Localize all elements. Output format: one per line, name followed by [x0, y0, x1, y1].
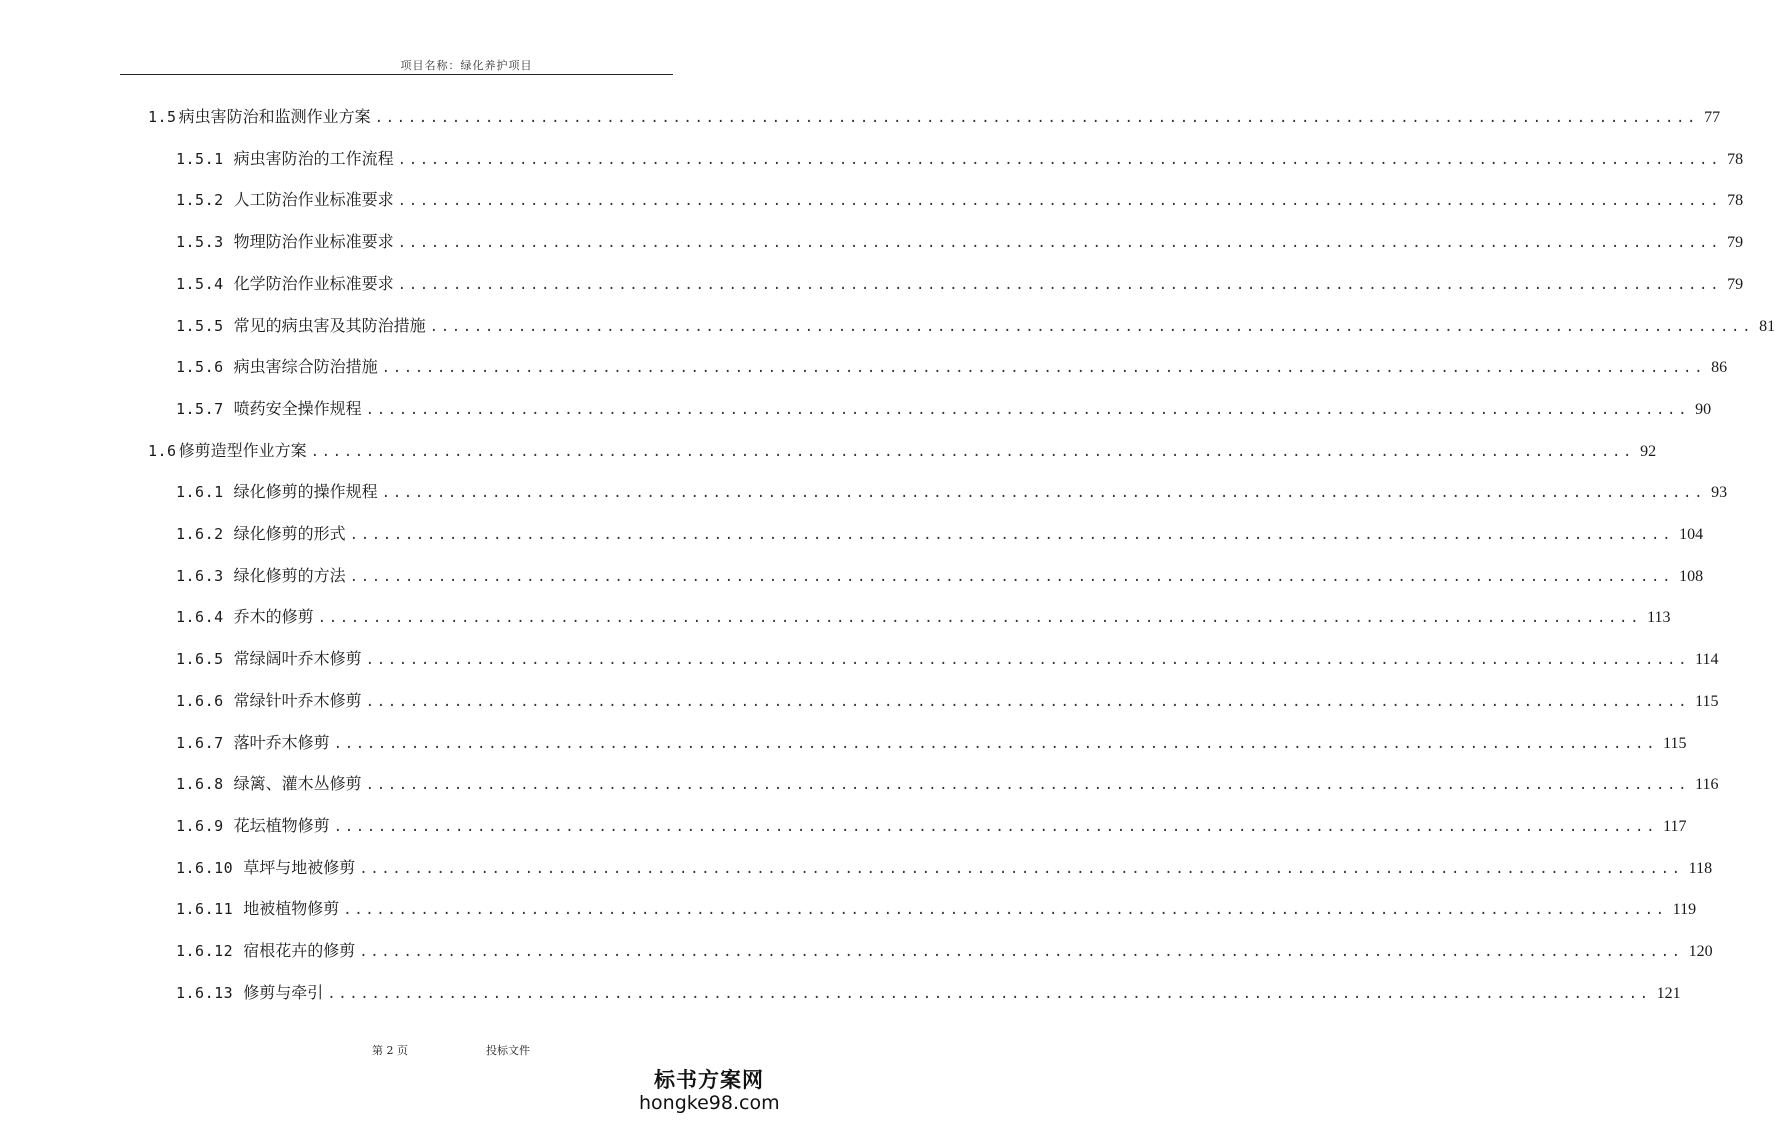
toc-entry[interactable]: [176, 898, 1697, 920]
toc-entry-title: 绿化修剪的操作规程: [233, 482, 378, 501]
toc-entry-number: 1.5.6: [176, 358, 224, 376]
toc-dot-leader: ........................................................................................................................: [359, 944, 1683, 960]
toc-dot-leader: ........................................................................................................................: [374, 110, 1699, 126]
toc-dot-leader: ........................................................................................................................: [317, 610, 1642, 626]
toc-entry[interactable]: [176, 315, 1775, 337]
toc-entry-page: 119: [1672, 901, 1697, 918]
page-header-title: 项目名称：绿化养护项目: [400, 59, 533, 72]
toc-entry-page: 118: [1688, 860, 1713, 877]
toc-entry-title: 修剪造型作业方案: [178, 441, 307, 460]
toc-dot-leader: ........................................................................................................................: [381, 485, 1706, 501]
toc-entry-title: 人工防治作业标准要求: [233, 190, 394, 209]
toc-entry[interactable]: [176, 565, 1704, 587]
toc-entry-number: 1.6.10: [176, 859, 234, 877]
toc-dot-leader: ........................................................................................................................: [365, 652, 1690, 668]
toc-entry-title: 花坛植物修剪: [233, 816, 330, 835]
toc-entry-title: 绿化修剪的形式: [233, 524, 346, 543]
toc-dot-leader: ........................................................................................................................: [349, 527, 1674, 543]
toc-dot-leader: ........................................................................................................................: [343, 902, 1667, 918]
site-watermark: [639, 1068, 779, 1114]
toc-entry-page: 86: [1711, 359, 1728, 376]
toc-entry-page: 120: [1688, 943, 1713, 960]
toc-entry-title: 宿根花卉的修剪: [243, 941, 356, 960]
toc-entry[interactable]: [176, 481, 1728, 503]
toc-entry-number: 1.6.13: [176, 984, 234, 1002]
toc-entry-title: 常绿针叶乔木修剪: [233, 691, 362, 710]
toc-entry-number: 1.6.12: [176, 942, 234, 960]
toc-dot-leader: ........................................................................................................................: [310, 444, 1635, 460]
toc-entry[interactable]: [176, 606, 1671, 628]
toc-entry-title: 乔木的修剪: [233, 607, 314, 626]
toc-entry-number: 1.6.5: [176, 650, 224, 668]
footer-page-number: 第 2 页: [372, 1044, 408, 1057]
toc-entry-title: 修剪与牵引: [243, 983, 324, 1002]
toc-entry-title: 常见的病虫害及其防治措施: [233, 316, 426, 335]
toc-entry-number: 1.5.5: [176, 317, 224, 335]
footer-document-label: 投标文件: [486, 1044, 530, 1057]
toc-entry-number: 1.5.7: [176, 400, 224, 418]
toc-entry[interactable]: [148, 440, 1657, 462]
toc-dot-leader: ........................................................................................................................: [397, 277, 1722, 293]
toc-entry-number: 1.6.11: [176, 900, 234, 918]
toc-dot-leader: ........................................................................................................................: [359, 861, 1683, 877]
toc-entry-number: 1.6.1: [176, 483, 224, 501]
toc-entry-title: 地被植物修剪: [243, 899, 340, 918]
toc-entry-number: 1.6.6: [176, 692, 224, 710]
toc-entry-title: 病虫害防治和监测作业方案: [178, 107, 371, 126]
toc-entry-page: 116: [1695, 776, 1719, 793]
toc-entry-title: 常绿阔叶乔木修剪: [233, 649, 362, 668]
toc-entry[interactable]: [176, 815, 1687, 837]
toc-entry-page: 117: [1663, 818, 1687, 835]
toc-entry-page: 77: [1704, 109, 1721, 126]
toc-entry-title: 喷药安全操作规程: [233, 399, 362, 418]
toc-entry[interactable]: [176, 189, 1744, 211]
toc-entry-page: 104: [1679, 526, 1704, 543]
toc-entry-page: 78: [1727, 192, 1744, 209]
toc-entry-number: 1.6.8: [176, 775, 224, 793]
toc-entry-title: 绿篱、灌木丛修剪: [233, 774, 362, 793]
toc-entry-number: 1.6.4: [176, 608, 224, 626]
toc-entry-page: 79: [1727, 276, 1744, 293]
toc-dot-leader: ........................................................................................................................: [397, 193, 1722, 209]
toc-entry-page: 81: [1759, 318, 1775, 335]
toc-entry-number: 1.6.7: [176, 734, 224, 752]
toc-entry-page: 90: [1695, 401, 1712, 418]
toc-entry-number: 1.5.3: [176, 233, 224, 251]
toc-entry[interactable]: [176, 940, 1713, 962]
toc-dot-leader: ........................................................................................................................: [429, 319, 1754, 335]
watermark-site-name: 标书方案网: [654, 1067, 764, 1092]
toc-dot-leader: ........................................................................................................................: [381, 360, 1706, 376]
toc-entry-title: 物理防治作业标准要求: [233, 232, 394, 251]
toc-entry-page: 121: [1656, 985, 1681, 1002]
toc-dot-leader: ........................................................................................................................: [327, 986, 1651, 1002]
toc-entry-page: 79: [1727, 234, 1744, 251]
toc-dot-leader: ........................................................................................................................: [333, 819, 1658, 835]
toc-entry[interactable]: [176, 231, 1744, 253]
toc-entry-title: 病虫害综合防治措施: [233, 357, 378, 376]
toc-entry-page: 115: [1663, 735, 1687, 752]
toc-entry-number: 1.6.3: [176, 567, 224, 585]
toc-entry[interactable]: [176, 857, 1713, 879]
toc-entry-number: 1.5.2: [176, 191, 224, 209]
toc-entry-page: 108: [1679, 568, 1704, 585]
toc-entry-page: 92: [1640, 443, 1657, 460]
toc-dot-leader: ........................................................................................................................: [397, 152, 1722, 168]
toc-entry-title: 草坪与地被修剪: [243, 858, 356, 877]
toc-entry[interactable]: [176, 273, 1744, 295]
toc-entry-page: 93: [1711, 484, 1728, 501]
toc-entry[interactable]: [176, 982, 1681, 1004]
toc-entry-number: 1.6.9: [176, 817, 224, 835]
toc-entry[interactable]: [176, 690, 1719, 712]
toc-entry-number: 1.6.2: [176, 525, 224, 543]
toc-entry-page: 113: [1647, 609, 1671, 626]
toc-entry-number: 1.5.1: [176, 150, 224, 168]
toc-entry-number: 1.5.4: [176, 275, 224, 293]
toc-entry[interactable]: [176, 773, 1719, 795]
toc-entry[interactable]: [176, 356, 1728, 378]
toc-dot-leader: ........................................................................................................................: [333, 736, 1658, 752]
toc-dot-leader: ........................................................................................................................: [365, 777, 1690, 793]
header-rule: [120, 74, 673, 75]
toc-entry-number: 1.5: [148, 108, 177, 126]
toc-entry-page: 115: [1695, 693, 1719, 710]
toc-dot-leader: ........................................................................................................................: [365, 402, 1690, 418]
toc-entry[interactable]: [148, 106, 1721, 128]
toc-entry[interactable]: [176, 648, 1719, 670]
toc-entry-page: 114: [1695, 651, 1719, 668]
toc-entry-title: 病虫害防治的工作流程: [233, 149, 394, 168]
toc-entry[interactable]: [176, 398, 1712, 420]
toc-entry-title: 化学防治作业标准要求: [233, 274, 394, 293]
toc-entry[interactable]: [176, 523, 1704, 545]
toc-entry-title: 落叶乔木修剪: [233, 733, 330, 752]
toc-entry-number: 1.6: [148, 442, 177, 460]
toc-dot-leader: ........................................................................................................................: [397, 235, 1722, 251]
toc-dot-leader: ........................................................................................................................: [349, 569, 1674, 585]
toc-entry[interactable]: [176, 148, 1744, 170]
toc-entry-title: 绿化修剪的方法: [233, 566, 346, 585]
toc-entry-page: 78: [1727, 151, 1744, 168]
toc-dot-leader: ........................................................................................................................: [365, 694, 1690, 710]
toc-entry[interactable]: [176, 732, 1687, 754]
watermark-url: hongke98.com: [639, 1092, 780, 1114]
